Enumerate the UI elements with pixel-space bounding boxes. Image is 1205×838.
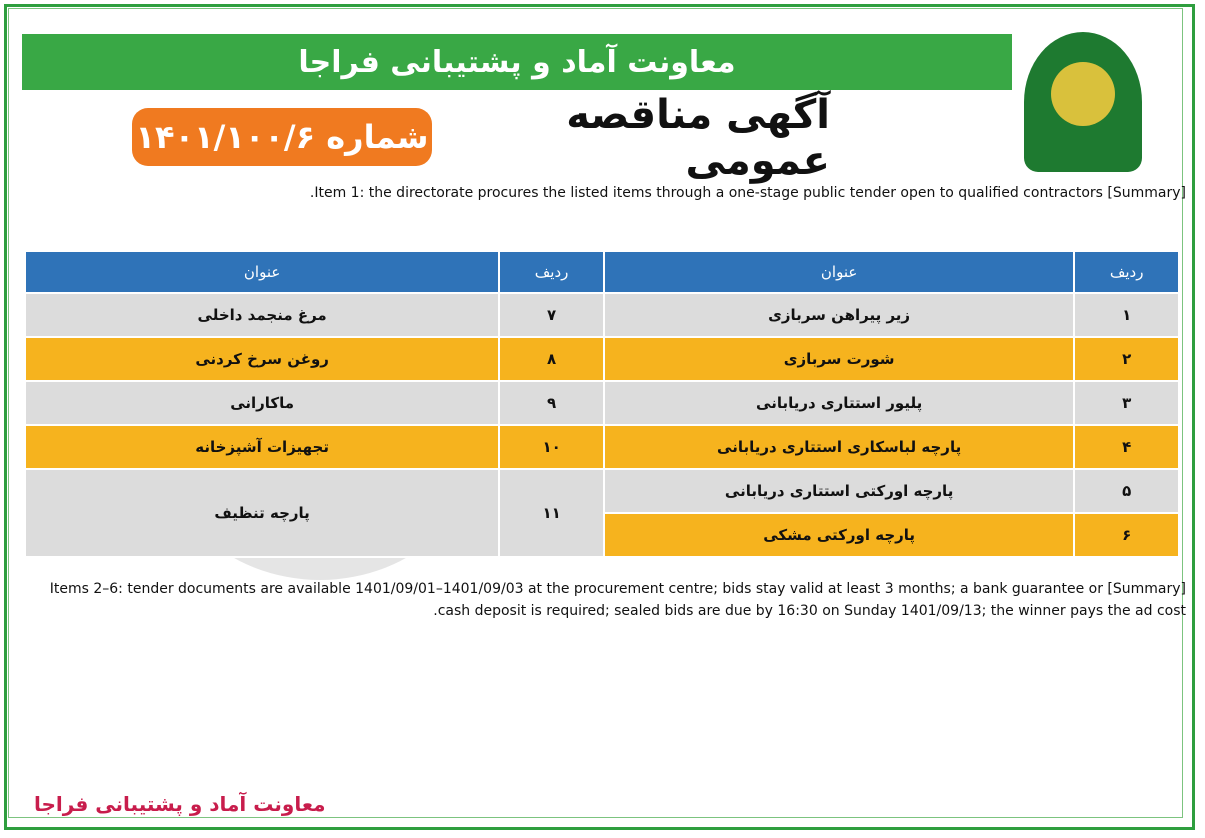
headline: آگهی مناقصه عمومی <box>566 92 830 184</box>
row-title: زیر پیراهن سربازی <box>604 293 1074 337</box>
table-row <box>25 337 1179 381</box>
row-no: ۴ <box>1074 425 1179 469</box>
table-row <box>25 381 1179 425</box>
row-no: ۶ <box>1074 513 1179 557</box>
row-title: ماکارانی <box>25 381 499 425</box>
details-summary: [Summary] Items 2–6: tender documents are available 1401/09/01–1401/09/03 at the procurement centre; bids stay valid at least 3 months; a bank guarantee or cash deposit is required; sealed bids are due by 16:30 on Sunday 1401/09/13; the winner pays the ad cost. <box>49 581 1186 619</box>
row-title: پارچه تنظیف <box>25 469 499 557</box>
intro-summary: [Summary] Item 1: the directorate procures the listed items through a one-stage public tender open to qualified contractors. <box>309 185 1186 201</box>
row-title: روغن سرخ کردنی <box>25 337 499 381</box>
header-row-no-right: ردیف <box>1074 251 1179 293</box>
row-no: ۱۱ <box>499 469 604 557</box>
row-no: ۱ <box>1074 293 1179 337</box>
table-row <box>25 293 1179 337</box>
header-title-left: عنوان <box>25 251 499 293</box>
row-no: ۸ <box>499 337 604 381</box>
row-no: ۹ <box>499 381 604 425</box>
police-emblem-icon <box>1024 32 1142 172</box>
footer-signature: معاونت آماد و پشتیبانی فراجا <box>34 792 326 816</box>
items-table <box>24 250 1180 558</box>
row-title: شورت سربازی <box>604 337 1074 381</box>
row-title: تجهیزات آشپزخانه <box>25 425 499 469</box>
table-row <box>25 469 1179 513</box>
row-no: ۷ <box>499 293 604 337</box>
row-no: ۲ <box>1074 337 1179 381</box>
row-no: ۱۰ <box>499 425 604 469</box>
row-title: مرغ منجمد داخلی <box>25 293 499 337</box>
header-row-no-left: ردیف <box>499 251 604 293</box>
row-title: پارچه اورکتی مشکی <box>604 513 1074 557</box>
header-title-right: عنوان <box>604 251 1074 293</box>
row-title: پارچه لباسکاری استتاری دریابانی <box>604 425 1074 469</box>
row-title: پلیور استتاری دریابانی <box>604 381 1074 425</box>
row-title: پارچه اورکتی استتاری دریابانی <box>604 469 1074 513</box>
tender-number-badge: شماره ۱۴۰۱/۱۰۰/۶ <box>132 108 432 166</box>
row-no: ۳ <box>1074 381 1179 425</box>
banner-title: معاونت آماد و پشتیبانی فراجا <box>22 34 1012 90</box>
table-row <box>25 425 1179 469</box>
emblem-core <box>1051 62 1115 126</box>
row-no: ۵ <box>1074 469 1179 513</box>
